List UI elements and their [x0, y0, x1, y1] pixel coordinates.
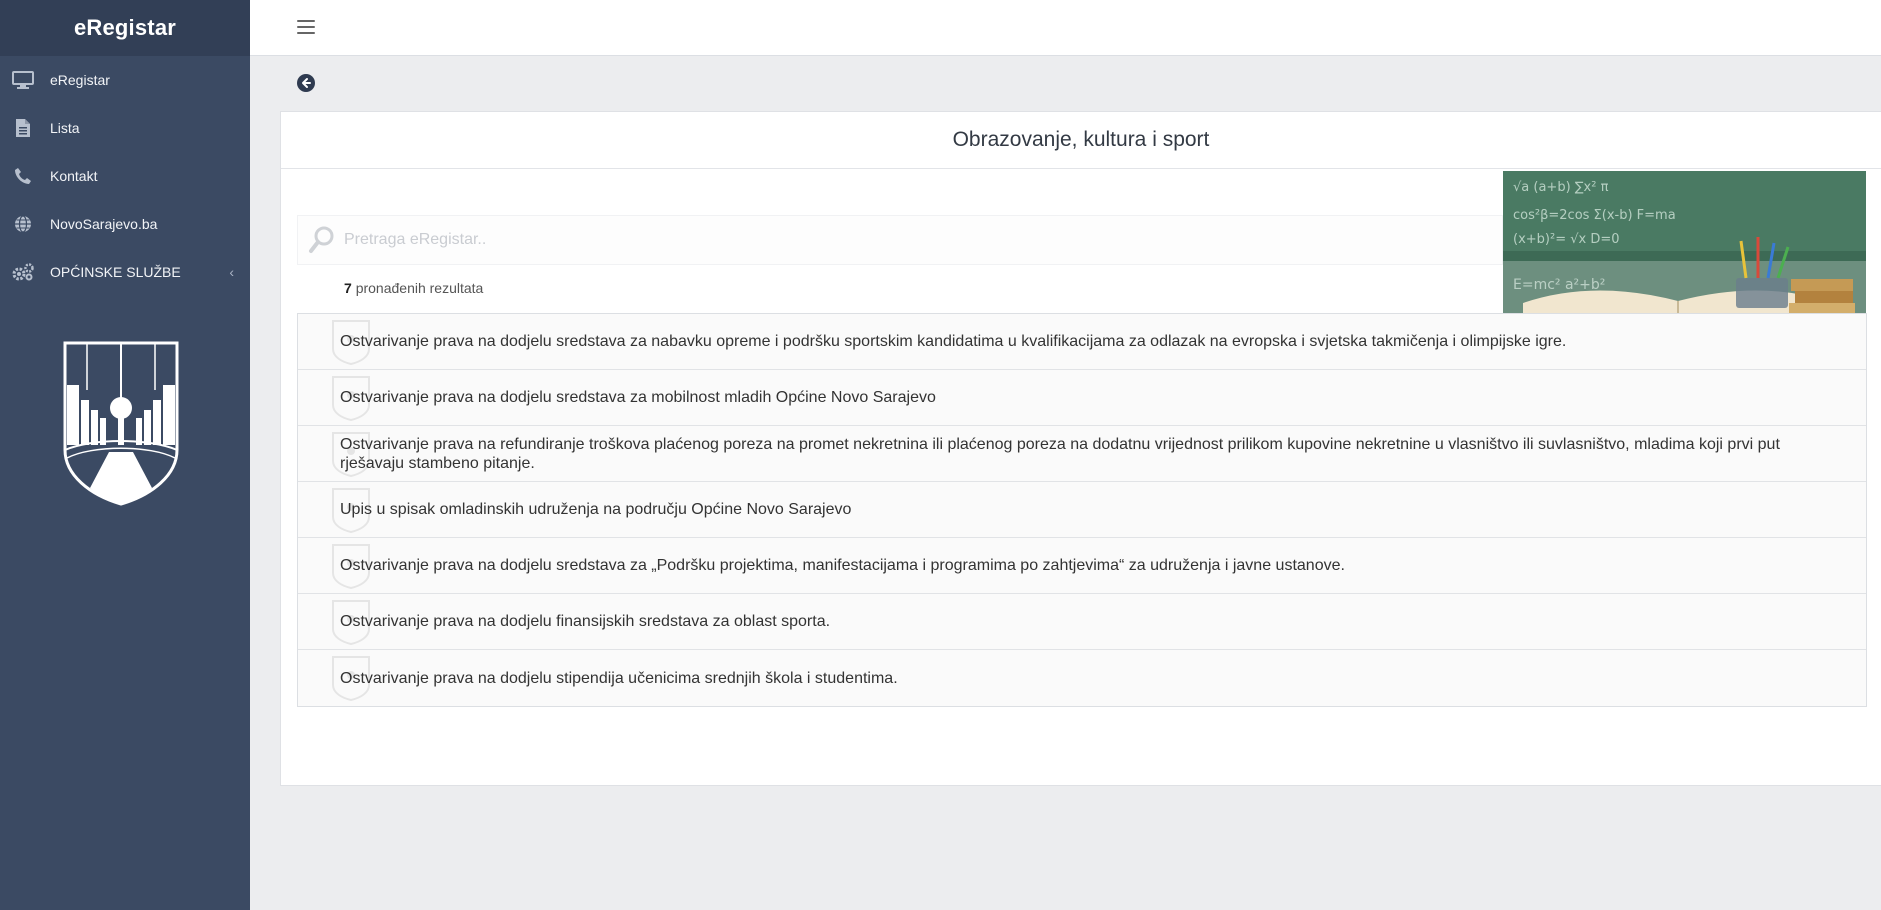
svg-text:(x+b)²= √x D=0: (x+b)²= √x D=0	[1513, 232, 1620, 247]
logo-watermark-icon	[331, 487, 371, 533]
logo-watermark-icon	[331, 375, 371, 421]
education-banner-image	[1503, 171, 1866, 317]
sidebar-item-eregistar[interactable]	[0, 56, 250, 104]
sidebar-item-label: Kontakt	[50, 168, 98, 184]
svg-text:√a (a+b) ∑x² π: √a (a+b) ∑x² π	[1513, 180, 1609, 195]
search-bar	[297, 215, 1503, 265]
search-input[interactable]	[344, 231, 1244, 249]
content-panel	[280, 111, 1881, 786]
logo-watermark-icon	[331, 431, 371, 477]
sidebar-item-novosarajevo[interactable]	[0, 200, 250, 248]
result-item[interactable]	[298, 594, 1866, 650]
result-link[interactable]: Ostvarivanje prava na dodjelu sredstava za mobilnost mladih Općine Novo Sarajevo	[340, 389, 936, 406]
result-link[interactable]: Ostvarivanje prava na refundiranje troškova plaćenog poreza na promet nekretnina ili plaćenog poreza na dodatnu vrijednost prilikom kupovine nekretnine u vlasništvo ili suvlasništvo, mladima koji prvi put rješavaju stambeno pitanje.	[340, 435, 1780, 472]
result-link[interactable]: Ostvarivanje prava na dodjelu stipendija učenicima srednjih škola i studentima.	[340, 669, 898, 687]
results-count	[344, 280, 483, 296]
document-icon	[10, 118, 36, 138]
sidebar-item-label: Lista	[50, 120, 80, 136]
desktop-icon	[10, 70, 36, 90]
result-link[interactable]: Ostvarivanje prava na dodjelu sredstava za „Podršku projektima, manifestacijama i programima po zahtjevima“ za udruženja i javne ustanove.	[340, 557, 1345, 574]
search-icon	[308, 225, 336, 255]
results-count-label: pronađenih rezultata	[355, 280, 484, 296]
sidebar	[0, 0, 250, 910]
phone-icon	[10, 166, 36, 186]
sidebar-menu	[0, 56, 250, 296]
sidebar-item-opcinske-sluzbe[interactable]	[0, 248, 250, 296]
back-arrow-icon[interactable]	[297, 74, 315, 92]
page-title: Obrazovanje, kultura i sport	[952, 128, 1210, 151]
results-count-number: 7	[344, 280, 352, 296]
sidebar-item-lista[interactable]	[0, 104, 250, 152]
sidebar-item-kontakt[interactable]	[0, 152, 250, 200]
result-item[interactable]	[298, 650, 1866, 706]
svg-text:cos²β=2cos Σ(x-b) F=ma: cos²β=2cos Σ(x-b) F=ma	[1513, 208, 1676, 223]
municipality-logo	[62, 340, 180, 506]
logo-watermark-icon	[331, 655, 371, 701]
result-item[interactable]	[298, 370, 1866, 426]
sidebar-item-label: NovoSarajevo.ba	[50, 216, 158, 232]
gears-icon	[10, 262, 36, 282]
svg-text:E=mc² a²+b²: E=mc² a²+b²	[1513, 277, 1606, 293]
logo-watermark-icon	[331, 599, 371, 645]
logo-watermark-icon	[331, 543, 371, 589]
brand-title[interactable]: eRegistar	[0, 0, 250, 56]
top-bar	[250, 0, 1881, 56]
globe-icon	[10, 214, 36, 234]
sidebar-item-label: eRegistar	[50, 72, 110, 88]
result-item[interactable]	[298, 314, 1866, 370]
panel-header	[281, 112, 1881, 169]
results-list	[297, 313, 1867, 707]
sidebar-item-label: OPĆINSKE SLUŽBE	[50, 264, 181, 280]
logo-watermark-icon	[331, 319, 371, 365]
hamburger-icon[interactable]	[297, 18, 315, 36]
result-link[interactable]: Ostvarivanje prava na dodjelu sredstava za nabavku opreme i podršku sportskim kandidatima u kvalifikacijama za odlazak na evropska i svjetska takmičenja i olimpijske igre.	[340, 333, 1567, 350]
result-item[interactable]	[298, 538, 1866, 594]
chevron-left-icon[interactable]: ‹	[229, 264, 234, 280]
result-link[interactable]: Ostvarivanje prava na dodjelu finansijskih sredstava za oblast sporta.	[340, 613, 831, 630]
result-item[interactable]	[298, 426, 1866, 482]
result-item[interactable]	[298, 482, 1866, 538]
result-link[interactable]: Upis u spisak omladinskih udruženja na području Općine Novo Sarajevo	[340, 501, 852, 518]
